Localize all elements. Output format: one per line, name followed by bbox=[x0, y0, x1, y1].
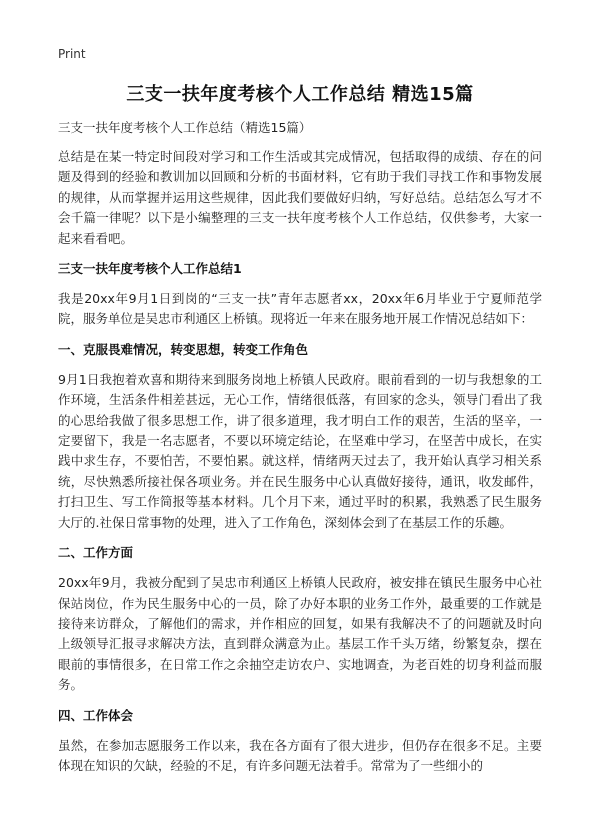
section-heading: 一、克服畏难情况，转变思想，转变工作角色 bbox=[58, 341, 309, 357]
section-paragraph: 9月1日我抱着欢喜和期待来到服务岗地上桥镇人民政府。眼前看到的一切与我想象的工作环境，生活条件相差甚远，无心工作，情绪很低落，有回家的念头，领导门看出了我的心思给我做了很多思想工作，讲了很多道理，我才明白工作的艰苦，生活的坚辛，一定要留下，我是一名志愿者，不要以环境定结论，在坚难中学习，在坚苦中成长，在实践中求生存，不要怕苦，不要怕累。就这样，情绪两天过去了，我开始认真学习相关系统，尽快熟悉所接社保各项业务。并在民生服务中心认真做好接待，通讯，收发邮件，打扫卫生、写工作简报等基本材料。几个月下来，通过平时的积累，我熟悉了民生服务大厅的.社保日常事物的处理，进入了工作角色，深刻体会到了在基层工作的乐趣。 bbox=[58, 371, 542, 530]
section-paragraph: 虽然，在参加志愿服务工作以来，我在各方面有了很大进步，但仍存在很多不足。主要体现在知识的欠缺，经验的不足，有许多问题无法着手。常常为了一些细小的 bbox=[58, 737, 542, 773]
section-paragraph: 20xx年9月，我被分配到了吴忠市利通区上桥镇人民政府，被安排在镇民生服务中心社保站岗位，作为民生服务中心的一员，除了办好本职的业务工作外，最重要的工作就是接待来访群众，了解他们的需求，并作相应的回复，如果有我解决不了的问题就及时向上级领导汇报寻求解决方法，直到群众满意为止。基层工作千头万绪，纷繁复杂，摆在眼前的事情很多，在日常工作之余抽空走访农户、实地调查，为老百姓的切身利益而服务。 bbox=[58, 575, 542, 693]
print-link[interactable]: Print bbox=[58, 47, 86, 61]
article-body bbox=[58, 118, 542, 786]
article-heading: 三支一扶年度考核个人工作总结1 bbox=[58, 261, 242, 277]
intro-paragraph: 总结是在某一特定时间段对学习和工作生活或其完成情况，包括取得的成绩、存在的问题及得到的经验和教训加以回顾和分析的书面材料，它有助于我们寻找工作和事物发展的规律，从而掌握并运用这些规律，因此我们要做好归纳，写好总结。总结怎么写才不会千篇一律呢？以下是小编整理的三支一扶年度考核个人工作总结，仅供参考，大家一起来看看吧。 bbox=[58, 149, 542, 246]
article-intro-paragraph: 我是20xx年9月1日到岗的“三支一扶”青年志愿者xx，20xx年6月毕业于宁夏师范学院，服务单位是吴忠市利通区上桥镇。现将近一年来在服务地开展工作情况总结如下： bbox=[58, 291, 542, 327]
section-heading: 二、工作方面 bbox=[58, 545, 134, 561]
section-heading: 四、工作体会 bbox=[58, 707, 134, 723]
page-title: 三支一扶年度考核个人工作总结 精选15篇 bbox=[126, 84, 474, 105]
article-subtitle: 三支一扶年度考核个人工作总结（精选15篇） bbox=[58, 120, 312, 135]
